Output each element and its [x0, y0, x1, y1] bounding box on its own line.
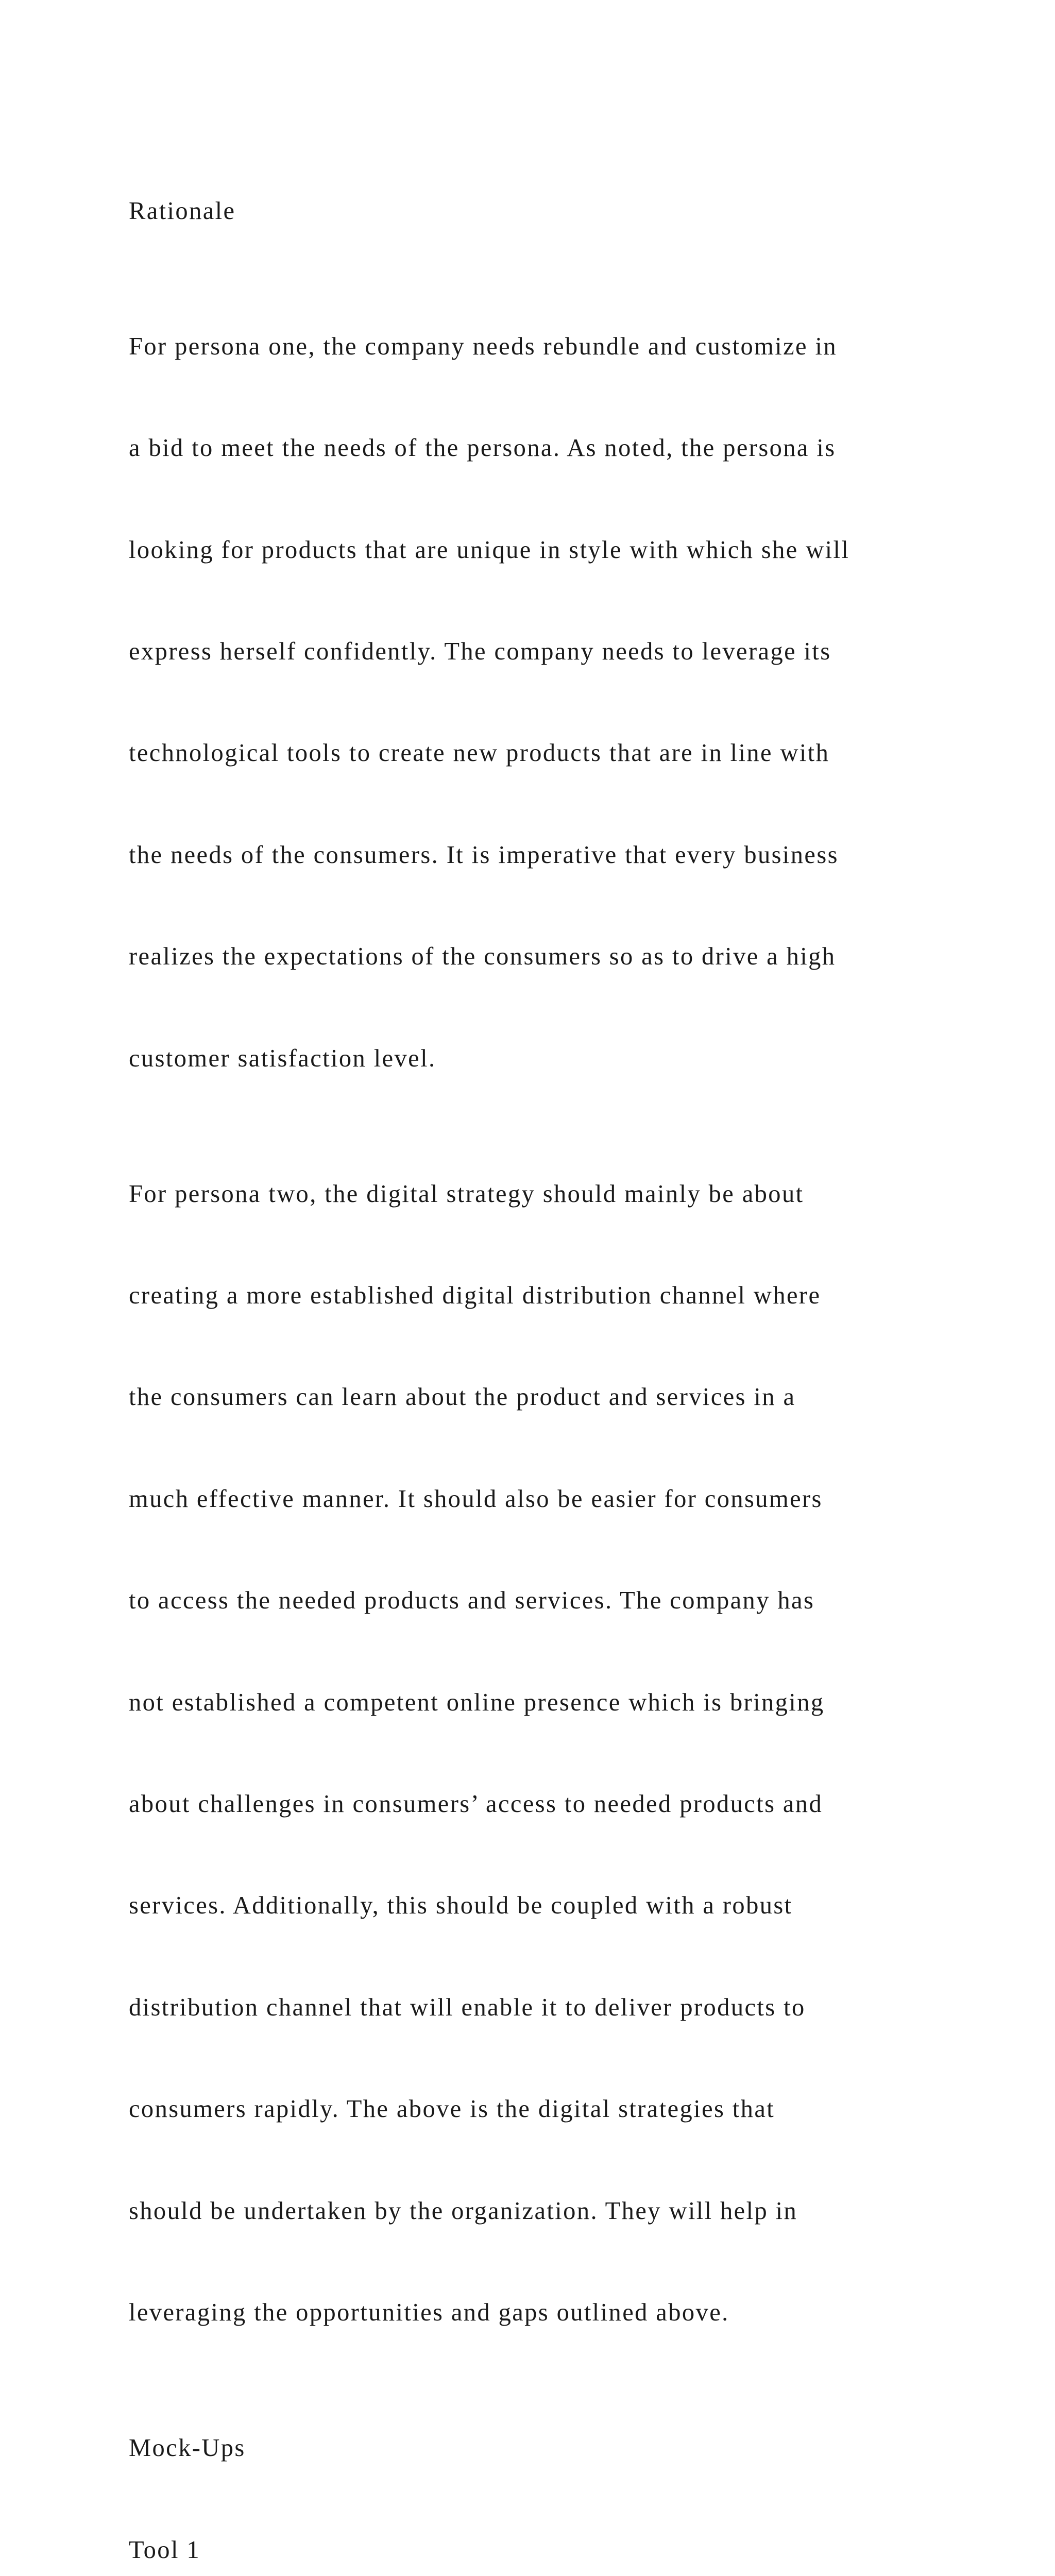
- paragraph-line: For persona two, the digital strategy should mainly be about: [129, 1180, 804, 1208]
- paragraph-line: customer satisfaction level.: [129, 1044, 436, 1072]
- paragraph-line: express herself confidently. The company needs to leverage its: [129, 637, 831, 665]
- document-body: [129, 126, 953, 2576]
- paragraph-line: to access the needed products and services. The company has: [129, 1587, 815, 1615]
- paragraph-line: realizes the expectations of the consumers so as to drive a high: [129, 943, 836, 971]
- heading-rationale: Rationale: [129, 197, 236, 225]
- paragraph-line: consumers rapidly. The above is the digital strategies that: [129, 2095, 775, 2123]
- paragraph-line: For persona one, the company needs rebundle and customize in: [129, 332, 837, 360]
- mockup-tool-1-label: Tool 1: [129, 2536, 200, 2564]
- paragraph-line: services. Additionally, this should be coupled with a robust: [129, 1892, 793, 1920]
- paragraph-line: creating a more established digital distribution channel where: [129, 1282, 821, 1310]
- paragraph-line: technological tools to create new products that are in line with: [129, 739, 830, 767]
- paragraph-line: about challenges in consumers’ access to needed products and: [129, 1790, 823, 1818]
- heading-mockups: Mock-Ups: [129, 2434, 246, 2462]
- paragraph-line: a bid to meet the needs of the persona. As noted, the persona is: [129, 434, 836, 462]
- paragraph-line: the consumers can learn about the product and services in a: [129, 1383, 796, 1411]
- paragraph-line: the needs of the consumers. It is imperative that every business: [129, 841, 839, 869]
- paragraph-line: distribution channel that will enable it to deliver products to: [129, 1993, 806, 2021]
- paragraph-line: leveraging the opportunities and gaps outlined above.: [129, 2299, 729, 2326]
- paragraph-line: much effective manner. It should also be easier for consumers: [129, 1485, 823, 1513]
- paragraph-line: not established a competent online presence which is bringing: [129, 1688, 825, 1716]
- paragraph-line: should be undertaken by the organization. They will help in: [129, 2197, 798, 2225]
- paragraph-line: looking for products that are unique in style with which she will: [129, 536, 850, 564]
